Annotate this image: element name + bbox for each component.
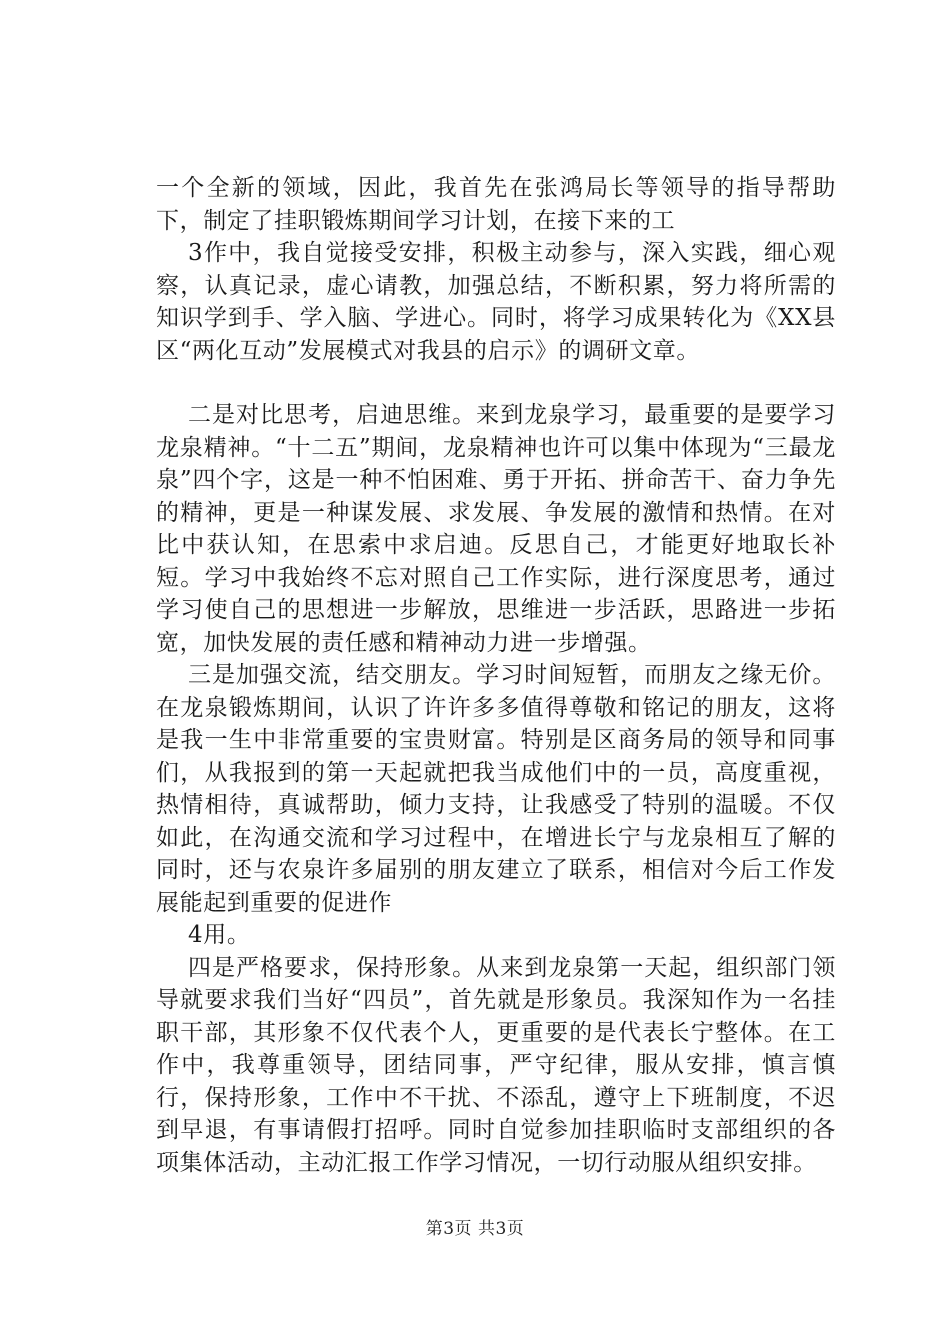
paragraph-fragment: 4用。 (188, 922, 251, 948)
paragraph-compare-think: 二是对比思考，启迪思维。来到龙泉学习，最重要的是要学习龙泉精神。“十二五”期间，龙泉精神也许可以集中体现为“三最龙泉”四个字，这是一种不怕困难、勇于开拓、拼命苦干、奋力争先的精神，更是一种谋发展、求发展、争发展的激情和热情。在对比中获认知，在思索中求启迪。反思自己，才能更好地取长补短。学习中我始终不忘对照自己工作实际，进行深度思考，通过学习使自己的思想进一步解放，思维进一步活跃，思路进一步拓宽，加快发展的责任感和精神动力进一步增强。 (156, 402, 836, 656)
document-body (156, 172, 836, 1179)
paragraph-gap (156, 367, 836, 399)
paragraph-continuation: 一个全新的领域，因此，我首先在张鸿局长等领导的指导帮助下，制定了挂职锻炼期间学习计划，在接下来的工 (156, 175, 836, 234)
paragraph-exchange-friends: 三是加强交流，结交朋友。学习时间短暂，而朋友之缘无价。在龙泉锻炼期间，认识了许许多多值得尊敬和铭记的朋友，这将是我一生中非常重要的宝贵财富。特别是区商务局的领导和同事们，从我报到的第一天起就把我当成他们中的一员，高度重视，热情相待，真诚帮助，倾力支持，让我感受了特别的温暖。不仅如此，在沟通交流和学习过程中，在增进长宁与龙泉相互了解的同时，还与农泉许多届别的朋友建立了联系，相信对今后工作发展能起到重要的促进作 (156, 662, 836, 916)
page-footer: 第3页 共3页 (425, 1219, 525, 1239)
paragraph-strict-requirements: 四是严格要求，保持形象。从来到龙泉第一天起，组织部门领导就要求我们当好“四员”，首先就是形象员。我深知作为一名挂职干部，其形象不仅代表个人，更重要的是代表长宁整体。在工作中，我尊重领导，团结同事，严守纪律，服从安排，慎言慎行，保持形象，工作中不干扰、不添乱，遵守上下班制度，不迟到早退，有事请假打招呼。同时自觉参加挂职临时支部组织的各项集体活动，主动汇报工作学习情况，一切行动服从组织安排。 (156, 954, 836, 1176)
paragraph-study-plan: 3作中，我自觉接受安排，积极主动参与，深入实践，细心观察，认真记录，虚心请教，加强总结，不断积累，努力将所需的知识学到手、学入脑、学进心。同时，将学习成果转化为《XX县区“两化互动”发展模式对我县的启示》的调研文章。 (156, 240, 836, 364)
